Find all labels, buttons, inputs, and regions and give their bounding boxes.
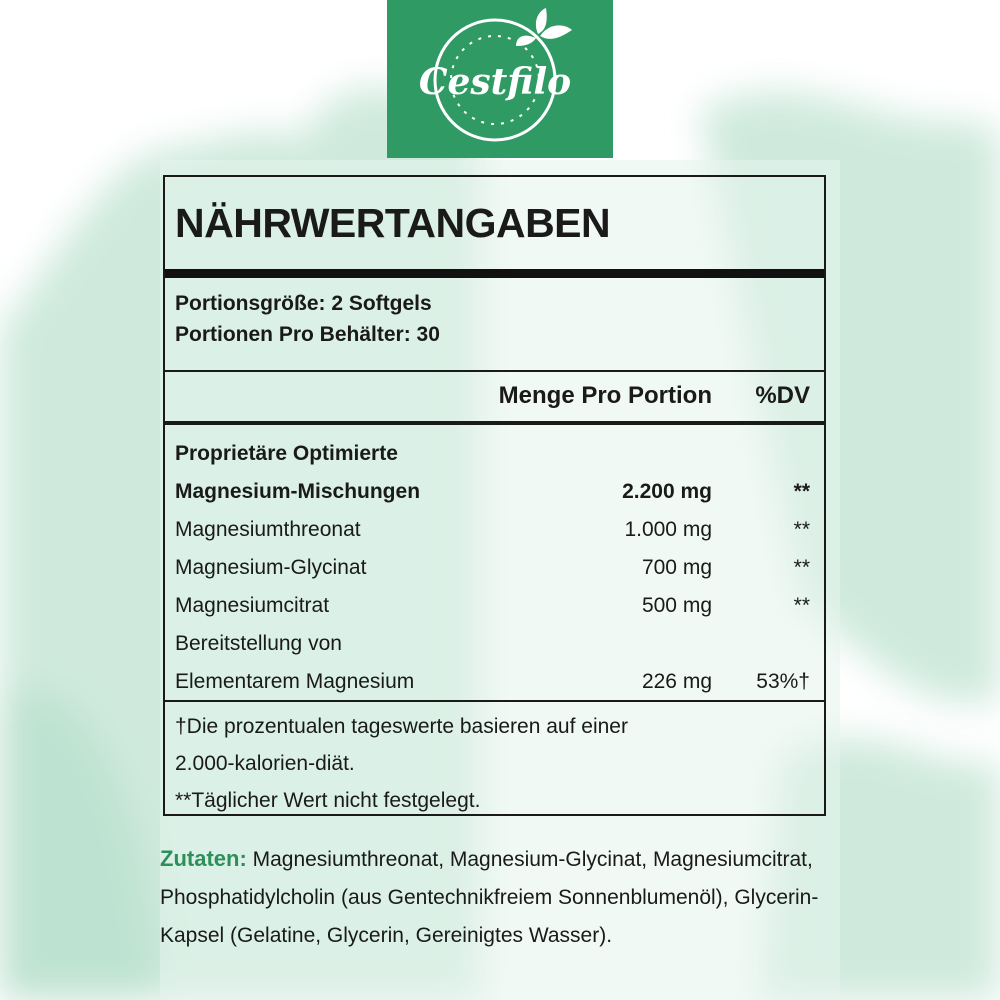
nutrient-amount: 1.000 mg bbox=[624, 518, 712, 541]
nutrient-dv: ** bbox=[793, 480, 810, 503]
servings-per-container: Portionen Pro Behälter: 30 bbox=[175, 323, 440, 346]
nutrient-row bbox=[165, 625, 824, 663]
nutrient-row bbox=[165, 511, 824, 549]
column-headers bbox=[165, 372, 824, 425]
title-row bbox=[165, 177, 824, 278]
nutrient-dv: ** bbox=[793, 518, 810, 541]
ingredients-label: Zutaten: bbox=[160, 846, 247, 871]
nutrient-row bbox=[165, 549, 824, 587]
footnotes bbox=[165, 702, 824, 825]
ingredients-section bbox=[160, 840, 840, 955]
nutrient-name: Magnesiumcitrat bbox=[175, 594, 330, 617]
footnote: 2.000-kalorien-diät. bbox=[175, 752, 355, 775]
label-title: NÄHRWERTANGABEN bbox=[175, 199, 611, 246]
nutrient-name: Proprietäre Optimierte bbox=[175, 442, 398, 465]
nutrient-name: Magnesium-Mischungen bbox=[175, 480, 421, 503]
nutrient-row bbox=[165, 663, 824, 701]
nutrient-amount: 2.200 mg bbox=[622, 480, 712, 503]
brand-logo bbox=[387, 0, 613, 158]
nutrient-amount: 700 mg bbox=[641, 556, 712, 579]
nutrient-name: Magnesium-Glycinat bbox=[175, 556, 367, 579]
svg-text:Cestfilo: Cestfilo bbox=[418, 61, 572, 103]
nutrient-row bbox=[165, 587, 824, 625]
nutrient-rows bbox=[165, 425, 824, 702]
nutrient-name: Magnesiumthreonat bbox=[175, 518, 361, 541]
nutrient-dv: ** bbox=[793, 556, 810, 579]
nutrient-name: Bereitstellung von bbox=[175, 632, 342, 655]
footnote: **Täglicher Wert nicht festgelegt. bbox=[175, 789, 481, 812]
serving-info bbox=[165, 278, 824, 372]
nutrient-dv: 53%† bbox=[756, 670, 810, 693]
nutrient-amount: 226 mg bbox=[641, 670, 712, 693]
nutrient-name: Elementarem Magnesium bbox=[175, 670, 415, 693]
footnote: †Die prozentualen tageswerte basieren auf einer bbox=[175, 715, 628, 738]
brand-logo-mark bbox=[400, 4, 600, 154]
nutrient-dv: ** bbox=[793, 594, 810, 617]
nutrition-facts-panel bbox=[163, 175, 826, 816]
ingredients-text: Magnesiumthreonat, Magnesium-Glycinat, Magnesiumcitrat, Phosphatidylcholin (aus Gentechnikfreiem Sonnenblumenöl), Glycerin-Kapsel (Gelatine, Glycerin, Gereinigtes Wasser). bbox=[160, 848, 819, 947]
serving-size: Portionsgröße: 2 Softgels bbox=[175, 292, 432, 315]
nutrient-row bbox=[165, 435, 824, 473]
dv-header: %DV bbox=[755, 382, 810, 409]
amount-header: Menge Pro Portion bbox=[498, 382, 712, 409]
nutrient-amount: 500 mg bbox=[641, 594, 712, 617]
nutrient-row bbox=[165, 473, 824, 511]
